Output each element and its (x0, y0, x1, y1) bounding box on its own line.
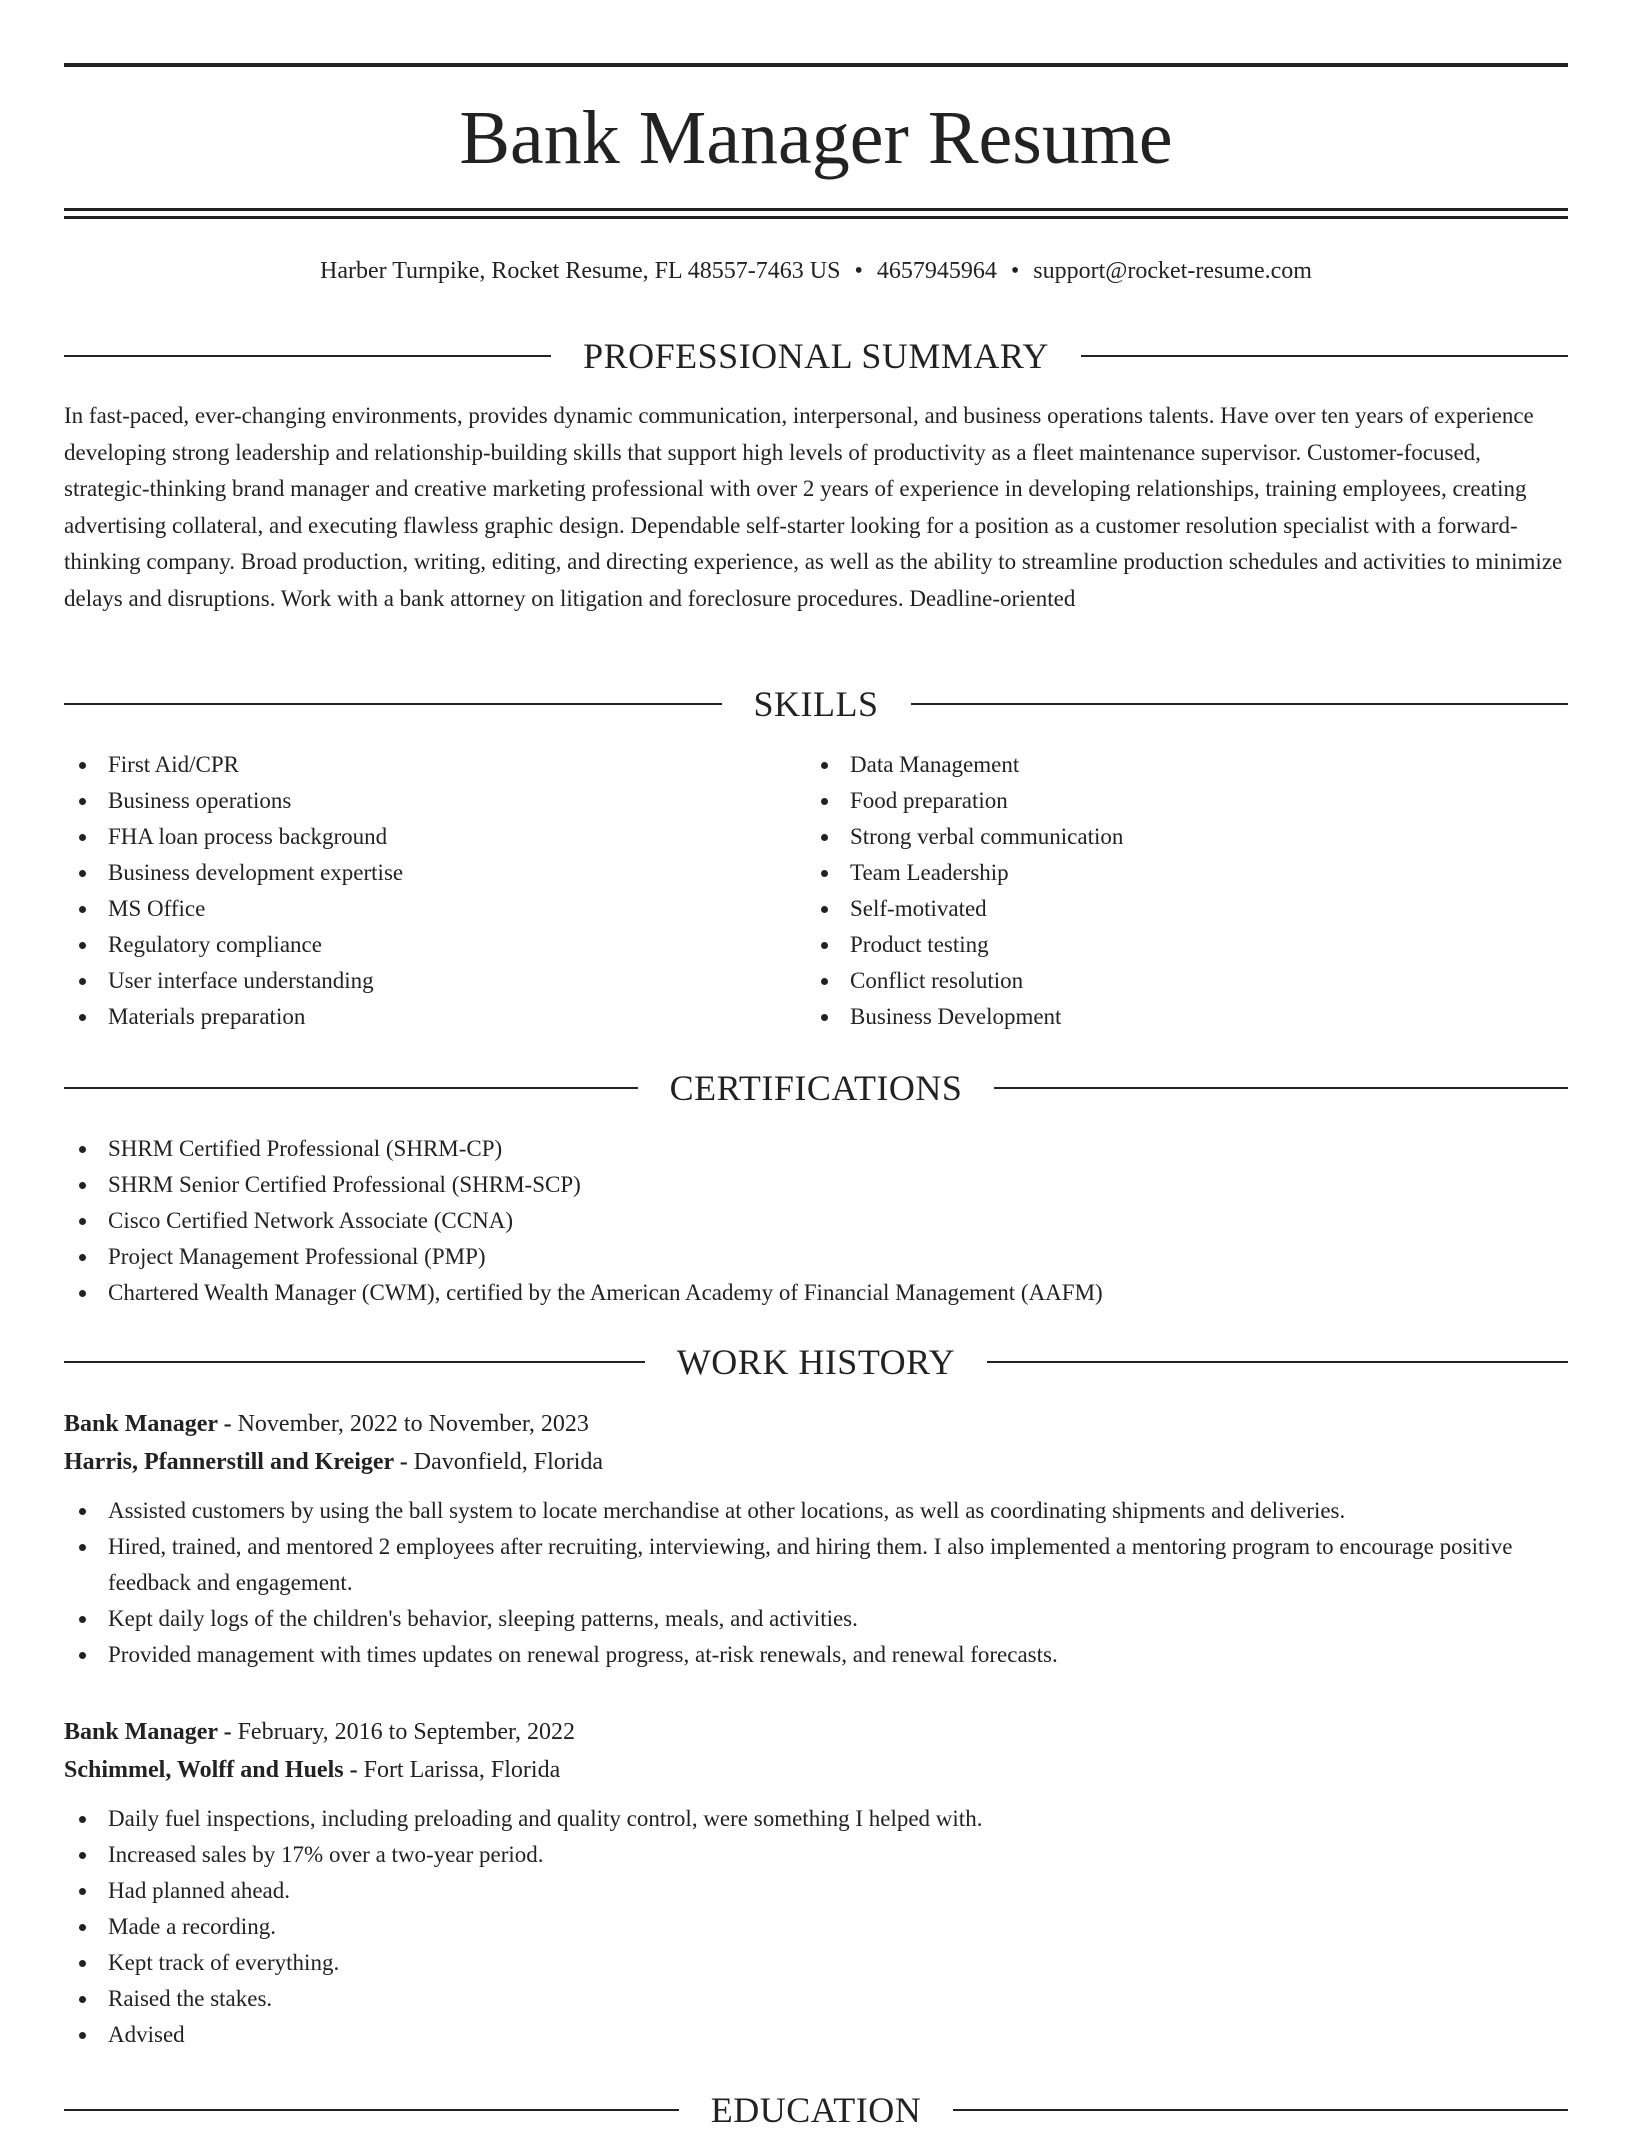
skill-item: Product testing (806, 927, 1546, 963)
section-heading-skills (64, 682, 1568, 726)
skill-item: First Aid/CPR (64, 747, 804, 783)
section-heading-certifications (64, 1066, 1568, 1110)
skills-column-right (806, 747, 1546, 1035)
section-title: PROFESSIONAL SUMMARY (583, 336, 1049, 376)
skill-item: MS Office (64, 891, 804, 927)
skill-item: Business Development (806, 999, 1546, 1035)
section-title: EDUCATION (710, 2090, 922, 2130)
job-duty-item: Had planned ahead. (64, 1873, 1568, 1909)
job-title: Bank Manager (64, 1719, 218, 1745)
title-rule-upper (64, 208, 1568, 211)
page-title: Bank Manager Resume (459, 96, 1173, 180)
heading-rule-right (953, 2109, 1568, 2111)
skill-item: User interface understanding (64, 963, 804, 999)
job-duty-item: Increased sales by 17% over a two-year period. (64, 1837, 1568, 1873)
skill-item: Conflict resolution (806, 963, 1546, 999)
heading-rule-left (64, 2109, 679, 2111)
job-company: Harris, Pfannerstill and Kreiger (64, 1449, 394, 1475)
job-duty-item: Assisted customers by using the ball system to locate merchandise at other locations, as well as coordinating shipments and deliveries. (64, 1493, 1568, 1529)
top-rule (64, 63, 1568, 67)
contact-address: Harber Turnpike, Rocket Resume, FL 48557-7463 US (320, 258, 841, 284)
job-duty-item: Raised the stakes. (64, 1981, 1568, 2017)
skill-item: Regulatory compliance (64, 927, 804, 963)
certifications-list (64, 1131, 1568, 1311)
heading-rule-right (987, 1361, 1568, 1363)
job-duty-item: Kept daily logs of the children's behavior, sleeping patterns, meals, and activities. (64, 1601, 1568, 1637)
heading-rule-left (64, 355, 551, 357)
skill-item: Materials preparation (64, 999, 804, 1035)
contact-separator: • (854, 258, 863, 284)
contact-separator: • (1010, 258, 1020, 284)
skill-item: Strong verbal communication (806, 819, 1546, 855)
skill-item: FHA loan process background (64, 819, 804, 855)
certification-item: SHRM Senior Certified Professional (SHRM-SCP) (64, 1167, 1568, 1203)
skill-item: Business operations (64, 783, 804, 819)
certification-item: Cisco Certified Network Associate (CCNA) (64, 1203, 1568, 1239)
job-title: Bank Manager (64, 1411, 218, 1437)
job-duty-item: Daily fuel inspections, including preloading and quality control, were something I helped with. (64, 1801, 1568, 1837)
contact-email: support@rocket-resume.com (1033, 258, 1312, 284)
heading-rule-right (1081, 355, 1568, 357)
section-title: WORK HISTORY (676, 1342, 956, 1382)
job-duty-item: Hired, trained, and mentored 2 employees after recruiting, interviewing, and hiring them. I also implemented a mentoring program to encourage positive feedback and engagement. (64, 1529, 1568, 1601)
job-location: Fort Larissa, Florida (363, 1757, 561, 1783)
heading-rule-left (64, 1087, 638, 1089)
job-duties-list (64, 1801, 1568, 2053)
job-duty-item: Provided management with times updates on renewal progress, at-risk renewals, and renewal forecasts. (64, 1637, 1568, 1673)
contact-line (64, 254, 1568, 288)
summary-paragraph: In fast-paced, ever-changing environments, provides dynamic communication, interpersonal, and business operations talents. Have over ten years of experience developing strong leadership and relationship-building skills that support high levels of productivity as a fleet maintenance supervisor. Customer-focused, strategic-thinking brand manager and creative marketing professional with over 2 years of experience in developing relationships, training employees, creating advertising collateral, and executing flawless graphic design. Dependable self-starter looking for a position as a customer resolution specialist with a forward-thinking company. Broad production, writing, editing, and directing experience, as well as the ability to streamline production schedules and activities to minimize delays and disruptions. Work with a bank attorney on litigation and foreclosure procedures. Deadline-oriented (64, 403, 1563, 611)
job-duty-item: Kept track of everything. (64, 1945, 1568, 1981)
job-company-line: Schimmel, Wolff and Huels - Fort Larissa, Florida (64, 1757, 561, 1783)
skills-column-left (64, 747, 804, 1035)
skill-item: Data Management (806, 747, 1546, 783)
heading-rule-left (64, 703, 722, 705)
contact-phone: 4657945964 (876, 258, 997, 284)
job-duty-item: Advised (64, 2017, 1568, 2053)
title-rule-lower (64, 216, 1568, 219)
job-dates: February, 2016 to September, 2022 (237, 1719, 575, 1745)
certification-item: Chartered Wealth Manager (CWM), certified by the American Academy of Financial Management (AAFM) (64, 1275, 1568, 1311)
job-company-line: Harris, Pfannerstill and Kreiger - Davonfield, Florida (64, 1449, 604, 1475)
job-duties-list (64, 1493, 1568, 1673)
job-title-line: Bank Manager - February, 2016 to September, 2022 (64, 1719, 575, 1745)
section-heading-education (64, 2088, 1568, 2132)
job-entry (64, 1713, 1568, 2053)
job-duty-item: Made a recording. (64, 1909, 1568, 1945)
skill-item: Team Leadership (806, 855, 1546, 891)
section-heading-work-history (64, 1340, 1568, 1384)
skill-item: Business development expertise (64, 855, 804, 891)
job-company: Schimmel, Wolff and Huels (64, 1757, 344, 1783)
section-title: CERTIFICATIONS (669, 1068, 963, 1108)
heading-rule-right (994, 1087, 1568, 1089)
skill-item: Self-motivated (806, 891, 1546, 927)
skill-item: Food preparation (806, 783, 1546, 819)
certifications-block (64, 1131, 1568, 1311)
heading-rule-left (64, 1361, 645, 1363)
heading-rule-right (911, 703, 1569, 705)
section-heading-summary (64, 334, 1568, 378)
skills-list-left (64, 747, 804, 1035)
certification-item: Project Management Professional (PMP) (64, 1239, 1568, 1275)
certification-item: SHRM Certified Professional (SHRM-CP) (64, 1131, 1568, 1167)
section-title: SKILLS (753, 684, 879, 724)
job-title-line: Bank Manager - November, 2022 to November, 2023 (64, 1411, 589, 1437)
job-entry (64, 1405, 1568, 1673)
job-location: Davonfield, Florida (413, 1449, 604, 1475)
job-dates: November, 2022 to November, 2023 (237, 1411, 589, 1437)
skills-list-right (806, 747, 1546, 1035)
